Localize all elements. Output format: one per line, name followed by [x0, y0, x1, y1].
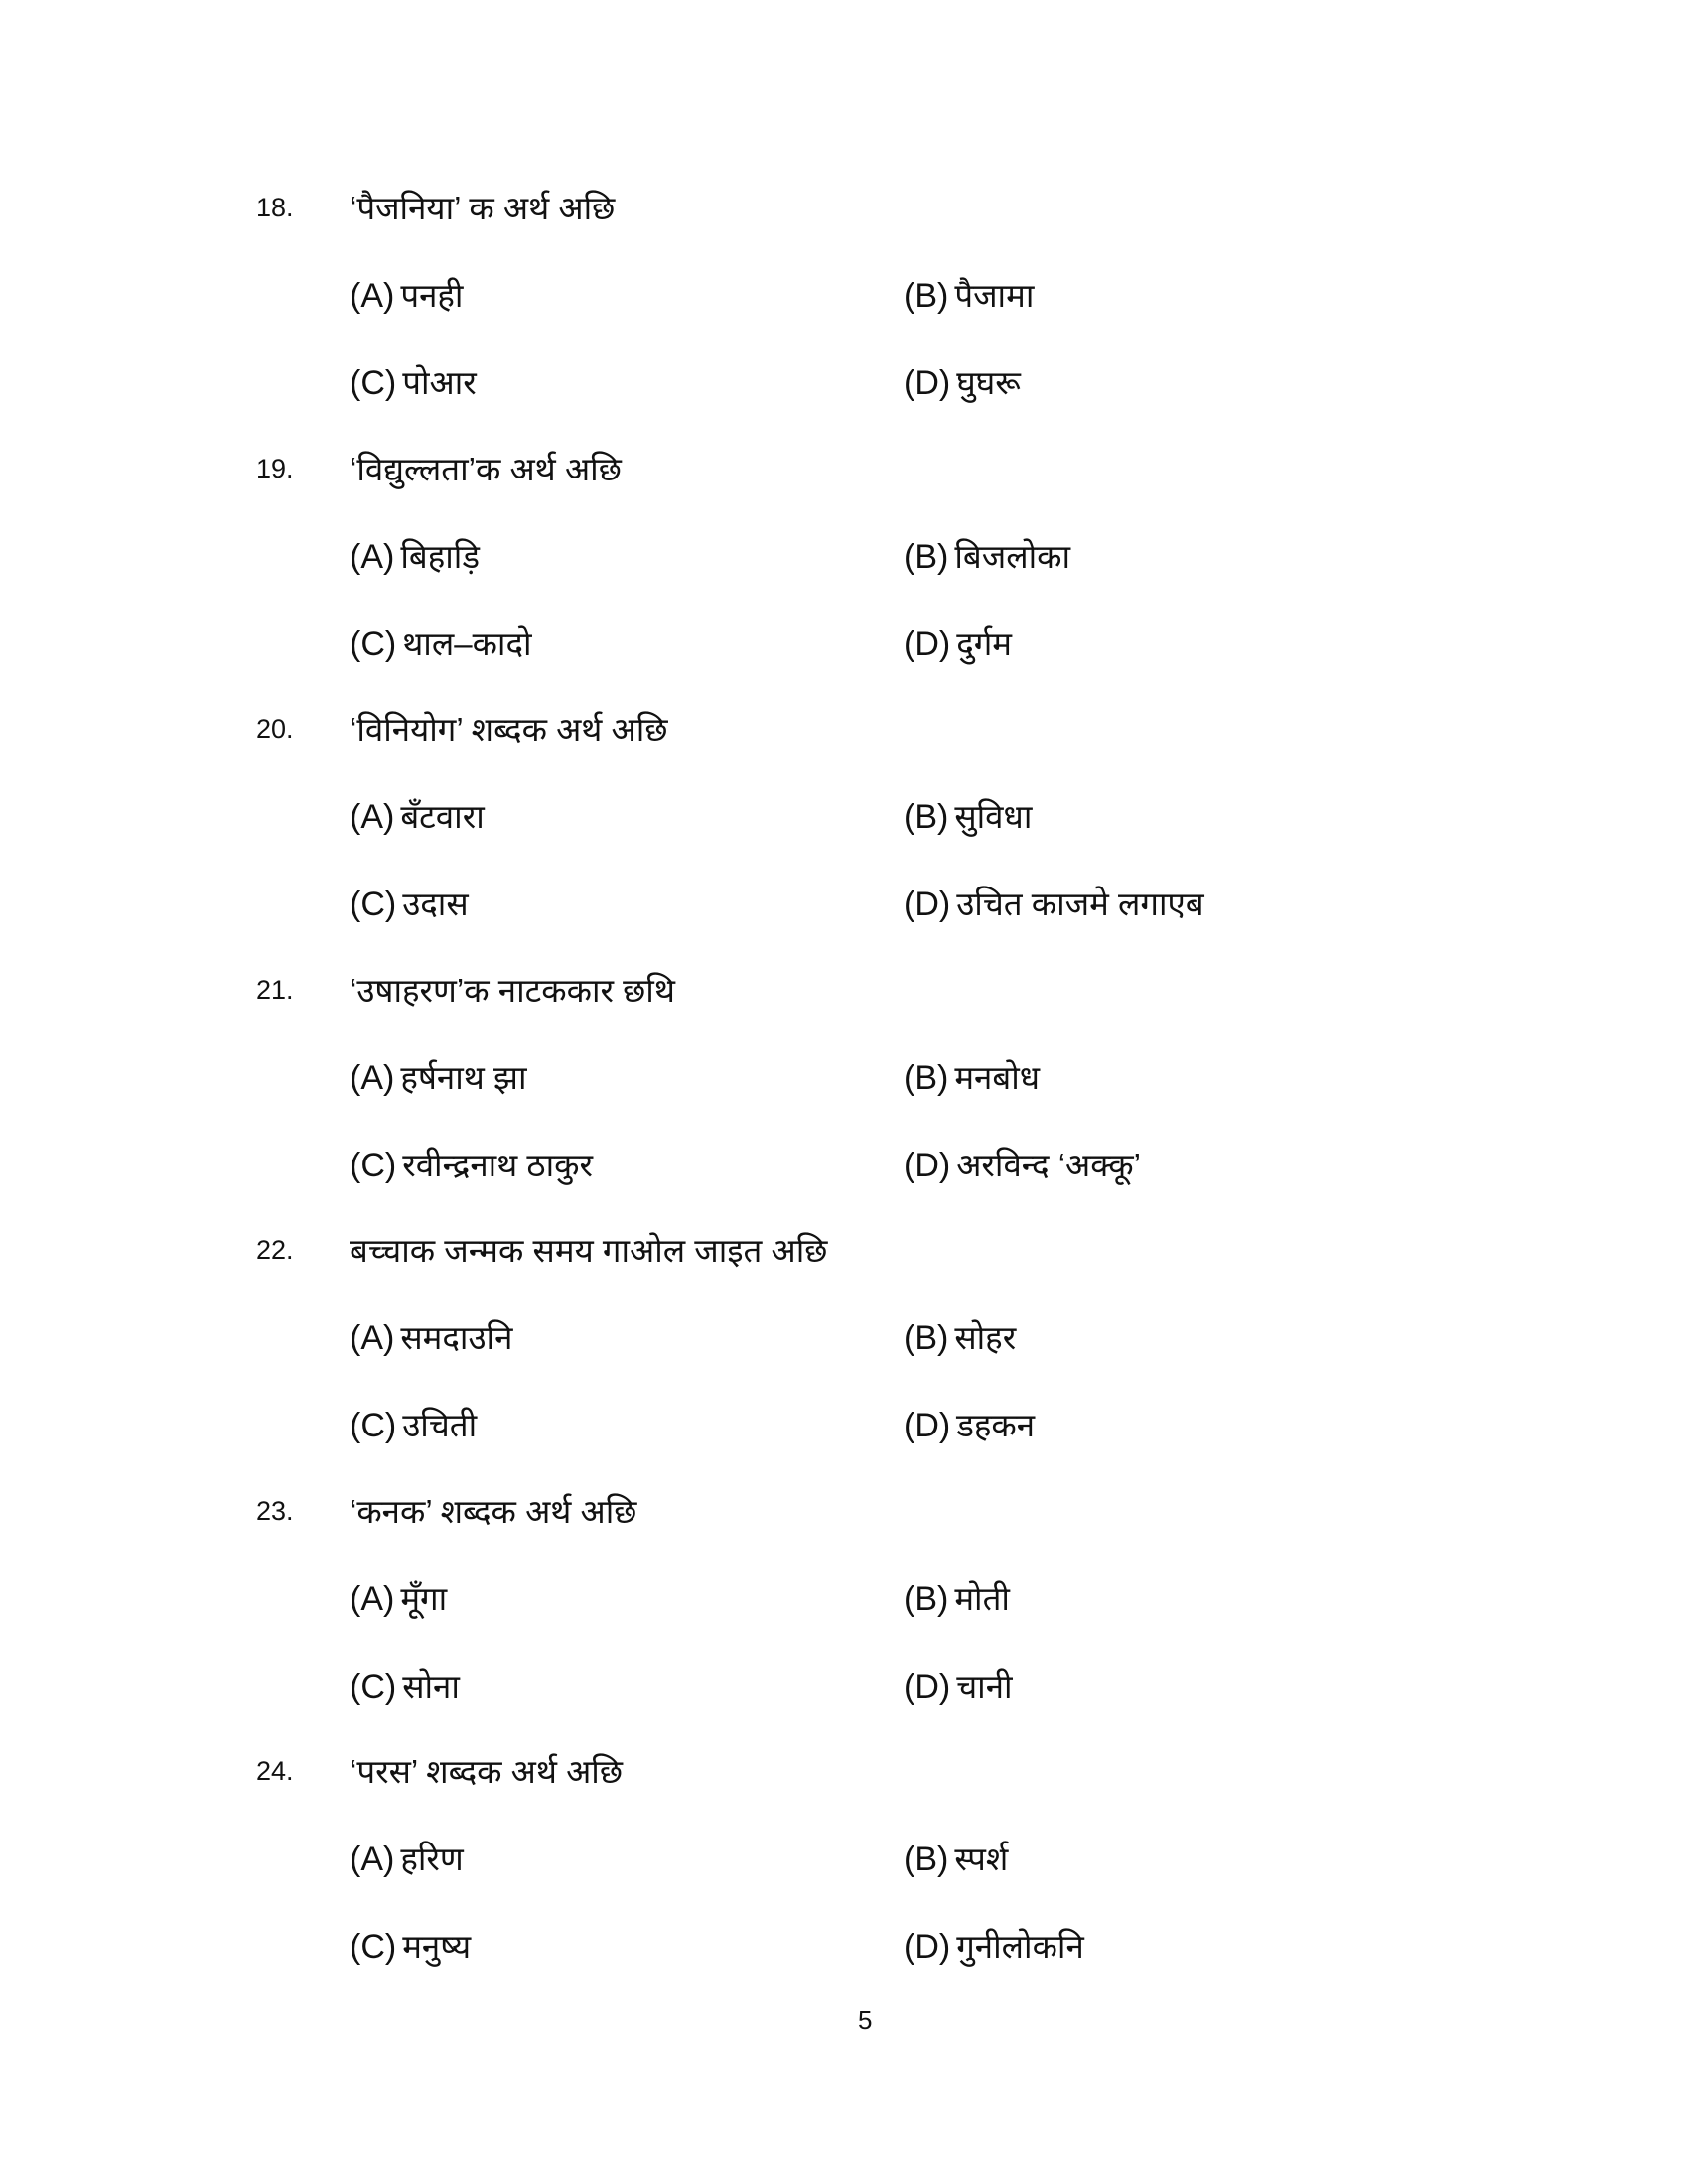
option-text: हरिण — [400, 1841, 464, 1877]
question-list — [0, 185, 1688, 2009]
question-block — [0, 1748, 1688, 2009]
option-text: समदाउनि — [400, 1319, 513, 1356]
answer-option — [904, 272, 1034, 317]
option-label: (D) — [904, 886, 951, 923]
question-text: ‘विद्युल्लता’क अर्थ अछि — [350, 450, 622, 487]
option-text: पोआर — [402, 364, 477, 401]
answer-option — [904, 793, 1032, 838]
answer-option — [350, 1054, 527, 1099]
answer-option — [350, 620, 532, 665]
question-block — [0, 185, 1688, 446]
answer-option — [904, 1314, 1016, 1359]
option-text: पैजामा — [954, 277, 1035, 314]
answer-option — [904, 1402, 1035, 1446]
question-text: बच्चाक जन्मक समय गाओल जाइत अछि — [350, 1232, 828, 1269]
option-label: (A) — [350, 1841, 395, 1878]
question-number: 18. — [256, 193, 294, 222]
answer-option — [350, 1836, 464, 1880]
question-number: 20. — [256, 714, 294, 744]
option-text: उचित काजमे लगाएब — [956, 886, 1204, 922]
option-label: (A) — [350, 277, 395, 315]
question-block — [0, 1227, 1688, 1488]
question-text: ‘परस’ शब्दक अर्थ अछि — [350, 1753, 623, 1790]
answer-option — [350, 1923, 471, 1968]
option-text: गुनीलोकनि — [956, 1928, 1084, 1965]
option-label: (D) — [904, 364, 951, 402]
option-text: पनही — [400, 277, 464, 314]
option-text: मोती — [954, 1579, 1010, 1617]
option-text: मनुष्य — [402, 1928, 472, 1965]
option-label: (B) — [904, 1058, 949, 1097]
answer-option — [904, 1836, 1008, 1880]
option-label: (A) — [350, 537, 395, 576]
answer-option — [904, 359, 1021, 404]
option-label: (A) — [350, 1058, 395, 1097]
answer-option — [350, 793, 485, 838]
question-number: 19. — [256, 453, 294, 483]
answer-option — [350, 1575, 447, 1620]
option-label: (B) — [904, 1579, 949, 1618]
answer-option — [904, 1142, 1141, 1186]
answer-option — [904, 881, 1204, 925]
option-label: (C) — [350, 1928, 397, 1966]
option-label: (B) — [904, 1319, 949, 1357]
option-label: (A) — [350, 798, 395, 836]
option-text: स्पर्श — [954, 1841, 1009, 1877]
answer-option — [350, 272, 463, 317]
question-block — [0, 1488, 1688, 1749]
answer-option — [350, 359, 477, 404]
question-text: ‘पैजनिया’ क अर्थ अछि — [350, 190, 616, 226]
option-text: मूँगा — [400, 1579, 448, 1617]
answer-option — [904, 620, 1012, 665]
option-label: (D) — [904, 1667, 951, 1706]
option-text: सोना — [402, 1667, 460, 1705]
answer-option — [350, 1402, 477, 1446]
option-text: दुर्गम — [956, 624, 1013, 662]
answer-option — [904, 1575, 1010, 1620]
question-text: ‘विनियोग’ शब्दक अर्थ अछि — [350, 711, 668, 748]
option-label: (D) — [904, 624, 951, 663]
option-label: (C) — [350, 364, 397, 402]
answer-option — [350, 1142, 593, 1186]
answer-option — [904, 1054, 1040, 1099]
option-label: (C) — [350, 886, 397, 923]
option-label: (A) — [350, 1319, 395, 1357]
option-label: (C) — [350, 1407, 397, 1444]
option-label: (B) — [904, 537, 949, 576]
option-label: (C) — [350, 1667, 397, 1706]
option-label: (A) — [350, 1579, 395, 1618]
option-text: घुघरू — [956, 364, 1021, 401]
option-label: (D) — [904, 1146, 951, 1184]
page-number: 5 — [858, 2005, 873, 2035]
option-text: बिहाड़ि — [400, 537, 480, 575]
question-number: 23. — [256, 1495, 294, 1526]
option-label: (C) — [350, 624, 397, 663]
option-text: सुविधा — [954, 798, 1033, 835]
question-number: 22. — [256, 1235, 294, 1265]
option-text: सोहर — [954, 1319, 1017, 1356]
question-text: ‘उषाहरण’क नाटककार छथि — [350, 971, 675, 1009]
option-label: (D) — [904, 1928, 951, 1966]
option-text: बिजलोका — [954, 537, 1071, 575]
option-text: थाल–कादो — [402, 624, 532, 662]
option-text: डहकन — [956, 1407, 1036, 1443]
question-number: 21. — [256, 974, 294, 1005]
option-label: (B) — [904, 1841, 949, 1878]
option-label: (D) — [904, 1407, 951, 1444]
question-number: 24. — [256, 1756, 294, 1786]
option-label: (C) — [350, 1146, 397, 1184]
question-block — [0, 706, 1688, 967]
option-label: (B) — [904, 277, 949, 315]
option-text: अरविन्द ‘अक्कू’ — [956, 1146, 1141, 1183]
answer-option — [904, 1923, 1084, 1968]
question-text: ‘कनक’ शब्दक अर्थ अछि — [350, 1492, 637, 1530]
answer-option — [350, 1663, 460, 1707]
answer-option — [350, 881, 469, 925]
question-block — [0, 446, 1688, 707]
option-text: बँटवारा — [400, 798, 485, 835]
answer-option — [904, 533, 1070, 578]
option-text: हर्षनाथ झा — [400, 1058, 527, 1096]
answer-option — [350, 533, 480, 578]
answer-option — [350, 1314, 512, 1359]
question-block — [0, 967, 1688, 1228]
answer-option — [904, 1663, 1013, 1707]
option-text: उदास — [402, 886, 469, 922]
option-label: (B) — [904, 798, 949, 836]
option-text: रवीन्द्रनाथ ठाकुर — [402, 1146, 593, 1183]
option-text: मनबोध — [954, 1058, 1041, 1096]
option-text: चानी — [956, 1667, 1013, 1705]
option-text: उचिती — [402, 1407, 478, 1443]
